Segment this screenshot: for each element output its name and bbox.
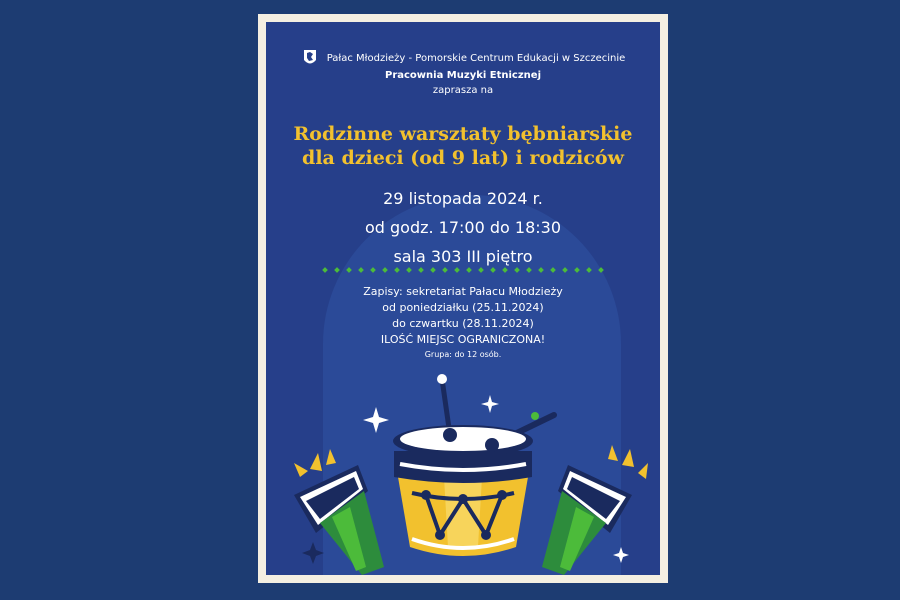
- poster: [266, 22, 660, 575]
- event-date: 29 listopada 2024 r.: [383, 189, 543, 208]
- title-line-2: dla dzieci (od 9 lat) i rodziców: [302, 147, 624, 169]
- organization-name: Pałac Młodzieży - Pomorskie Centrum Edukacji w Szczecinie: [326, 52, 626, 64]
- title-line-1: Rodzinne warsztaty bębniarskie: [293, 123, 633, 145]
- sparkle-icon: [481, 395, 499, 413]
- dotted-divider: [266, 268, 660, 272]
- left-trumpet-icon: [294, 465, 384, 575]
- signup-line-1: Zapisy: sekretariat Pałacu Młodzieży: [363, 285, 563, 298]
- drum-icon: [393, 425, 533, 556]
- palace-crest-icon: [301, 48, 319, 68]
- right-trumpet-icon: [542, 465, 632, 575]
- limited-places-notice: ILOŚĆ MIEJSC OGRANICZONA!: [380, 333, 546, 346]
- sparkle-icon: [363, 407, 389, 433]
- group-size: Grupa: do 12 osób.: [424, 350, 502, 359]
- organization-line: [266, 48, 660, 68]
- sparkle-icon: [302, 542, 324, 564]
- signup-line-3: do czwartku (28.11.2024): [392, 317, 534, 330]
- poster-frame: [258, 14, 668, 583]
- signup-line-2: od poniedziałku (25.11.2024): [382, 301, 544, 314]
- sparkle-icon: [613, 547, 629, 563]
- event-title: [266, 122, 660, 170]
- signup-info: [266, 284, 660, 362]
- poster-header: [266, 48, 660, 98]
- invites-text: zaprasza na: [432, 85, 494, 96]
- event-details: [266, 184, 660, 271]
- drum-with-trumpets-icon: [266, 367, 660, 575]
- event-room: sala 303 III piętro: [393, 247, 533, 266]
- event-time: od godz. 17:00 do 18:30: [364, 218, 562, 237]
- department-name: Pracownia Muzyki Etnicznej: [384, 70, 542, 81]
